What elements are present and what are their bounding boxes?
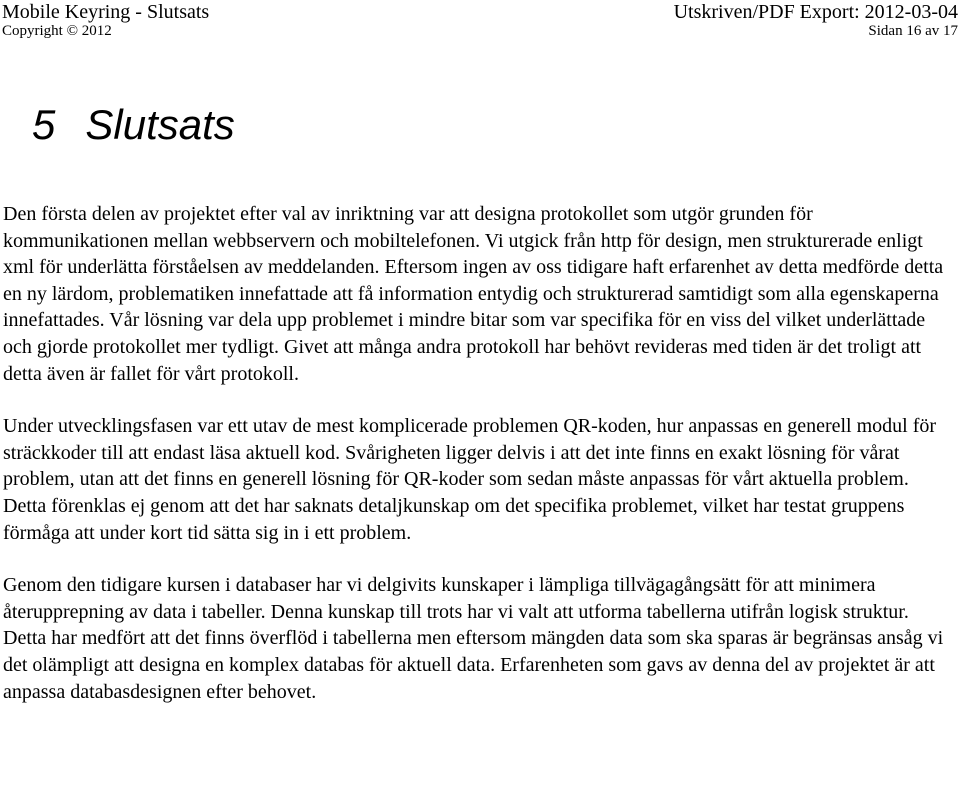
section-title: Slutsats bbox=[85, 101, 235, 148]
page-number: Sidan 16 av 17 bbox=[868, 23, 958, 39]
section-body bbox=[3, 201, 955, 705]
paragraph-qr-code: Under utvecklingsfasen var ett utav de mest komplicerade problemen QR-koden, hur anpassas en generell modul för sträckkoder till att endast läsa aktuell kod. Svårigheten ligger delvis i att det inte finns en exakt lösning för vårat problem, utan att det finns en generell lösning för QR-koder som sedan måste anpassas för vårt aktuella problem. Detta förenklas ej genom att det har saknats detaljkunskap om det specifika problemet, vilket har testat gruppens förmåga att under kort tid sätta sig in i ett problem. bbox=[3, 415, 937, 544]
copyright-notice: Copyright © 2012 bbox=[2, 23, 112, 39]
section-heading bbox=[32, 100, 235, 150]
paragraph-database: Genom den tidigare kursen i databaser har vi delgivits kunskaper i lämpliga tillvägagångsätt för att minimera återupprepning av data i tabeller. Denna kunskap till trots har vi valt att utforma tabellerna utifrån logisk struktur. Detta har medfört att det finns överflöd i tabellerna men eftersom mängden data som ska sparas är begränsas ansåg vi det olämpligt att designa en komplex databas för aktuell data. Erfarenheten som gavs av denna del av projektet är att anpassa databasdesignen efter behovet. bbox=[3, 574, 944, 703]
document-title: Mobile Keyring - Slutsats bbox=[2, 1, 210, 23]
export-date: Utskriven/PDF Export: 2012-03-04 bbox=[673, 1, 958, 23]
header-bottom-row bbox=[2, 22, 958, 40]
paragraph-protocol: Den första delen av projektet efter val av inriktning var att designa protokollet som utgör grunden för kommunikationen mellan webbservern och mobiltelefonen. Vi utgick från http för design, men strukturerade enligt xml för underlätta förståelsen av meddelanden. Eftersom ingen av oss tidigare haft erfarenhet av detta medförde detta en ny lärdom, problematiken innefattade att få information entydig och strukturerad samtidigt som alla egenskaperna innefattades. Vår lösning var dela upp problemet i mindre bitar som var specifika för en viss del vilket underlättade och gjorde protokollet mer tydligt. Givet att många andra protokoll har behövt revideras med tiden är det troligt att detta även är fallet för vårt protokoll. bbox=[3, 203, 944, 385]
section-number: 5 bbox=[32, 101, 56, 148]
header-top-row bbox=[2, 1, 958, 23]
page-header bbox=[0, 0, 960, 44]
